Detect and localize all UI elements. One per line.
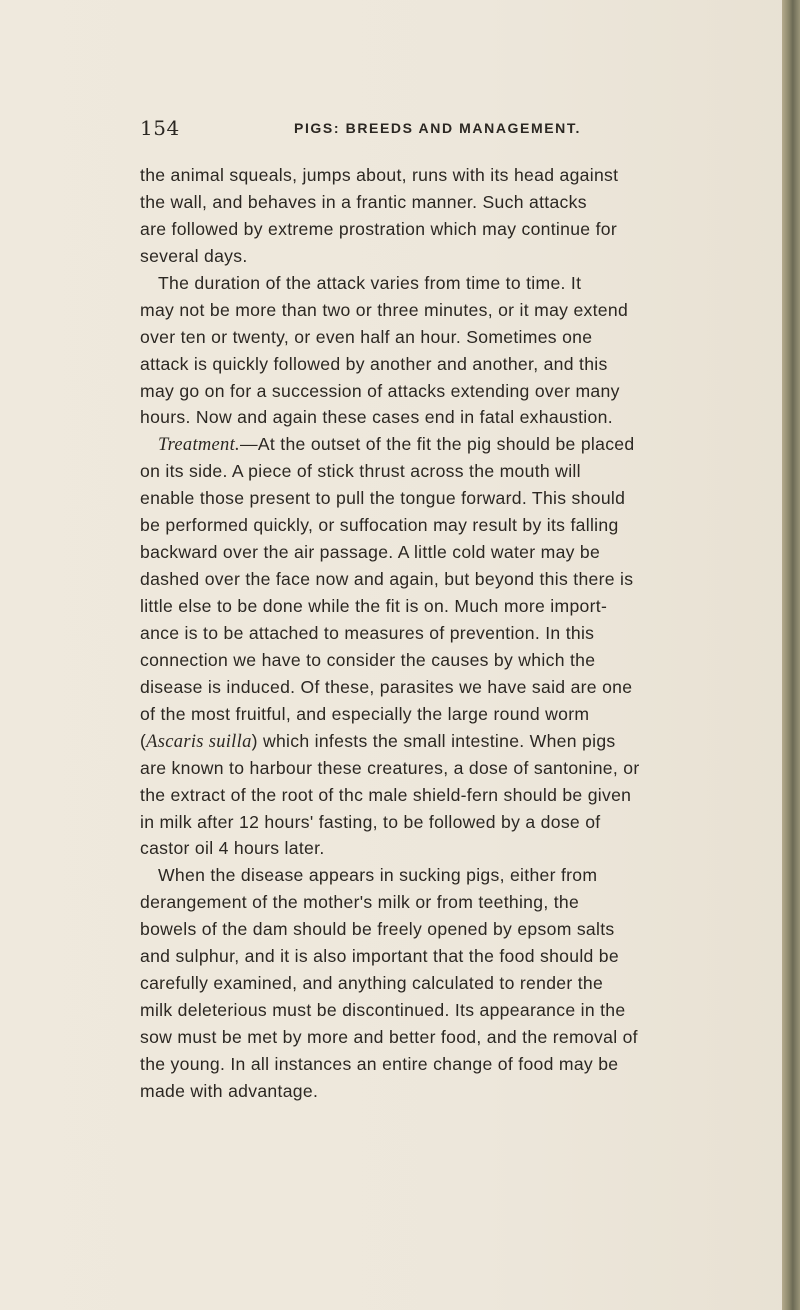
text-line: [140, 216, 760, 243]
text-segment: hours. Now and again these cases end in fatal exhaustion.: [140, 407, 613, 428]
text-line: [140, 916, 760, 943]
text-line: [140, 701, 760, 728]
text-line: [140, 782, 760, 809]
text-line: [140, 189, 760, 216]
text-line: [140, 647, 760, 674]
text-segment: in milk after 12 hours' fasting, to be followed by a dose of: [140, 811, 601, 832]
text-line: [140, 297, 760, 324]
text-line: [140, 728, 760, 755]
text-line: [140, 243, 760, 270]
text-segment: are known to harbour these creatures, a dose of santonine, or: [140, 757, 640, 778]
text-line: [140, 324, 760, 351]
text-segment: milk deleterious must be discontinued. Its appearance in the: [140, 1000, 626, 1021]
text-segment: The duration of the attack varies from time to time. It: [158, 272, 582, 293]
italic-text: Treatment.: [158, 435, 240, 456]
text-line: [140, 835, 760, 862]
text-segment: connection we have to consider the causes by which the: [140, 649, 596, 670]
text-segment: —At the outset of the fit the pig should be placed: [239, 434, 635, 455]
text-segment: the wall, and behaves in a frantic manner. Such attacks: [140, 191, 587, 212]
text-line: [140, 620, 760, 647]
text-line: [140, 1024, 760, 1051]
text-segment: be performed quickly, or suffocation may result by its falling: [140, 515, 619, 536]
text-segment: made with advantage.: [140, 1080, 319, 1101]
running-title: PIGS: BREEDS AND MANAGEMENT.: [294, 120, 581, 136]
text-line: [140, 809, 760, 836]
text-segment: (: [140, 730, 147, 751]
text-segment: and sulphur, and it is also important that the food should be: [140, 946, 619, 967]
page-header: [140, 116, 610, 144]
text-line: [140, 351, 760, 378]
text-segment: over ten or twenty, or even half an hour. Sometimes one: [140, 326, 593, 347]
text-segment: several days.: [140, 245, 248, 266]
text-segment: the extract of the root of thc male shield-fern should be given: [140, 784, 632, 805]
text-segment: may go on for a succession of attacks extending over many: [140, 380, 620, 401]
text-segment: the young. In all instances an entire change of food may be: [140, 1053, 619, 1074]
text-segment: sow must be met by more and better food, and the removal of: [140, 1027, 638, 1047]
text-line: [140, 593, 760, 620]
text-segment: the animal squeals, jumps about, runs with its head against: [140, 165, 619, 185]
text-line: [140, 162, 760, 189]
text-segment: carefully examined, and anything calculated to render the: [140, 973, 604, 994]
text-line: [140, 1078, 760, 1105]
text-segment: disease is induced. Of these, parasites we have said are one: [140, 676, 633, 697]
text-line: [140, 485, 760, 512]
page-number: 154: [140, 116, 180, 140]
page-edge: [782, 0, 800, 1310]
text-segment: are followed by extreme prostration which may continue for: [140, 218, 618, 239]
text-line: [140, 889, 760, 916]
text-line: [140, 378, 760, 405]
text-segment: enable those present to pull the tongue forward. This should: [140, 488, 626, 509]
text-line: [140, 755, 760, 782]
text-line: [140, 431, 760, 458]
text-line: [140, 458, 760, 485]
text-line: [140, 270, 760, 297]
text-line: [140, 512, 760, 539]
text-segment: on its side. A piece of stick thrust across the mouth will: [140, 461, 581, 482]
text-segment: dashed over the face now and again, but beyond this there is: [140, 569, 634, 590]
text-segment: of the most fruitful, and especially the large round worm: [140, 703, 590, 724]
text-segment: ) which infests the small intestine. When pigs: [251, 730, 616, 751]
text-segment: backward over the air passage. A little cold water may be: [140, 542, 601, 563]
text-segment: may not be more than two or three minutes, or it may extend: [140, 299, 629, 320]
text-segment: castor oil 4 hours later.: [140, 838, 325, 859]
body-text: [140, 162, 760, 1105]
text-line: [140, 943, 760, 970]
text-segment: derangement of the mother's milk or from teething, the: [140, 892, 580, 913]
text-segment: When the disease appears in sucking pigs, either from: [158, 865, 598, 886]
text-line: [140, 997, 760, 1024]
text-segment: attack is quickly followed by another and another, and this: [140, 353, 608, 374]
text-line: [140, 970, 760, 997]
text-segment: little else to be done while the fit is on. Much more import-: [140, 596, 608, 616]
text-line: [140, 674, 760, 701]
text-line: [140, 1051, 760, 1078]
text-line: [140, 862, 760, 889]
text-line: [140, 566, 760, 593]
italic-text: Ascaris suilla: [146, 731, 252, 752]
text-line: [140, 539, 760, 566]
text-segment: ance is to be attached to measures of prevention. In this: [140, 622, 595, 643]
text-segment: bowels of the dam should be freely opened by epsom salts: [140, 919, 615, 940]
text-line: [140, 404, 760, 431]
